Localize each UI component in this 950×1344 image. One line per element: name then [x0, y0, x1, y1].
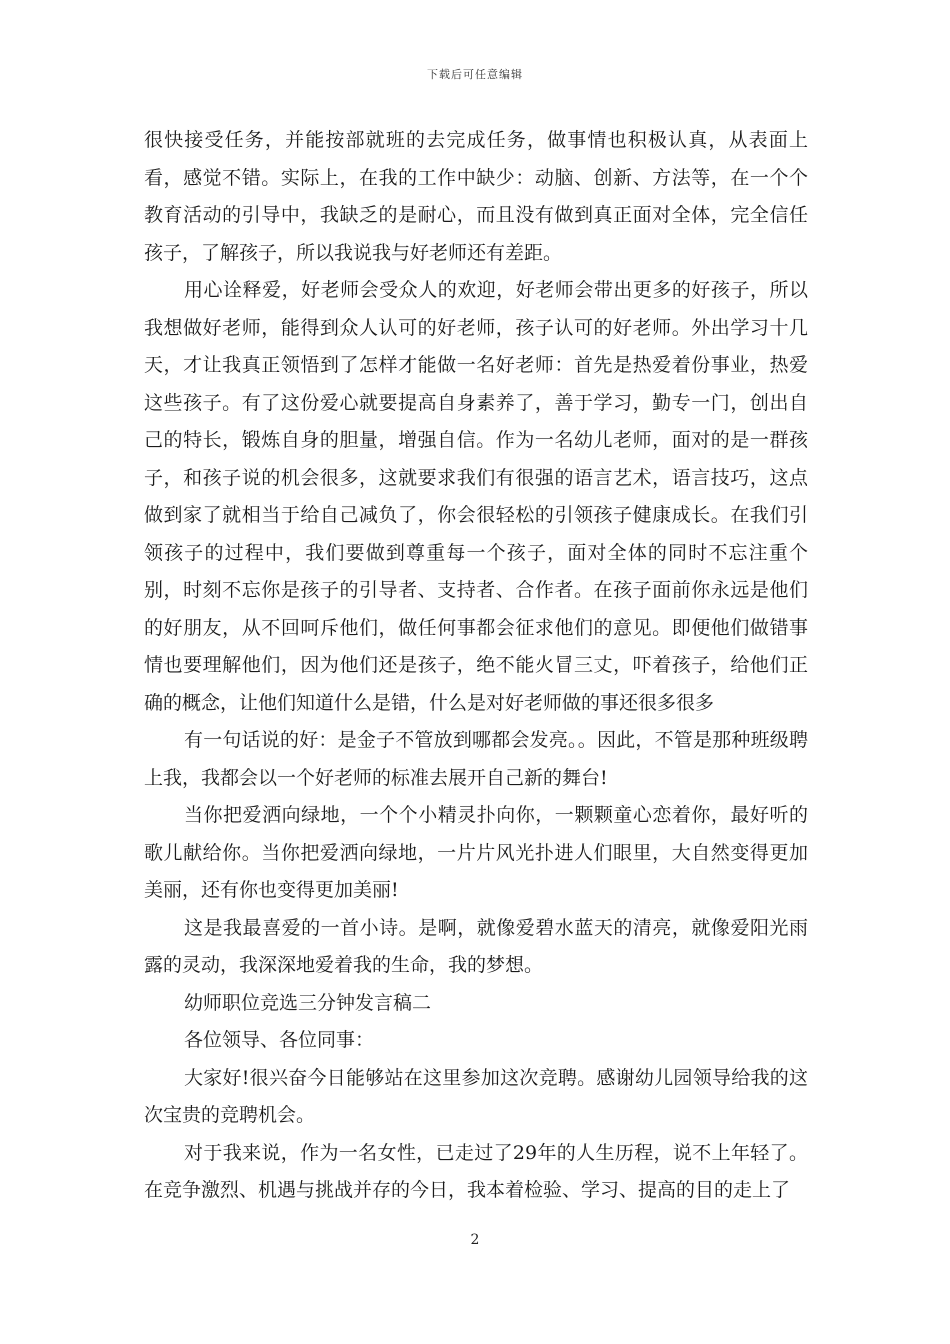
paragraph: 用心诠释爱，好老师会受众人的欢迎，好老师会带出更多的好孩子，所以我想做好老师，能得到众人认可的好老师，孩子认可的好老师。外出学习十几天，才让我真正领悟到了怎样才能做一名好老师：首先是热爱着份事业，热爱这些孩子。有了这份爱心就要提高自身素养了，善于学习，勤专一门，创出自己的特长，锻炼自身的胆量，增强自信。作为一名幼儿老师，面对的是一群孩子，和孩子说的机会很多，这就要求我们有很强的语言艺术，语言技巧，这点做到家了就相当于给自己减负了，你会很轻松的引领孩子健康成长。在我们引领孩子的过程中，我们要做到尊重每一个孩子，面对全体的同时不忘注重个别，时刻不忘你是孩子的引导者、支持者、合作者。在孩子面前你永远是他们的好朋友，从不回呵斥他们，做任何事都会征求他们的意见。即便他们做错事情也要理解他们，因为他们还是孩子，绝不能火冒三丈，吓着孩子，给他们正确的概念，让他们知道什么是错，什么是对好老师做的事还很多很多: [144, 279, 808, 714]
section-title: 幼师职位竞选三分钟发言稿二: [184, 991, 432, 1014]
document-body: [144, 122, 808, 1210]
paragraph-continuation: 很快接受任务，并能按部就班的去完成任务，做事情也积极认真，从表面上看，感觉不错。实际上，在我的工作中缺少：动脑、创新、方法等，在一个个教育活动的引导中，我缺乏的是耐心，而且没有做到真正面对全体，完全信任孩子，了解孩子，所以我说我与好老师还有差距。: [144, 129, 808, 264]
salutation: 各位领导、各位同事：: [184, 1029, 375, 1051]
page-header: 下载后可任意编辑: [427, 68, 523, 81]
paragraph: 对于我来说，作为一名女性，已走过了29年的人生历程，说不上年轻了。在竞争激烈、机遇与挑战并存的今日，我本着检验、学习、提高的目的走上了: [144, 1141, 808, 1201]
page-number: 2: [470, 1232, 480, 1248]
paragraph: 大家好!很兴奋今日能够站在这里参加这次竞聘。感谢幼儿园领导给我的这次宝贵的竞聘机会。: [144, 1066, 808, 1126]
paragraph: 当你把爱洒向绿地，一个个小精灵扑向你，一颗颗童心恋着你，最好听的歌儿献给你。当你把爱洒向绿地，一片片风光扑进人们眼里，大自然变得更加美丽，还有你也变得更加美丽!: [144, 804, 808, 901]
paragraph: 这是我最喜爱的一首小诗。是啊，就像爱碧水蓝天的清亮，就像爱阳光雨露的灵动，我深深地爱着我的生命，我的梦想。: [144, 916, 808, 976]
paragraph: 有一句话说的好：是金子不管放到哪都会发亮。。因此，不管是那种班级聘上我，我都会以一个好老师的标准去展开自己新的舞台!: [144, 729, 808, 789]
